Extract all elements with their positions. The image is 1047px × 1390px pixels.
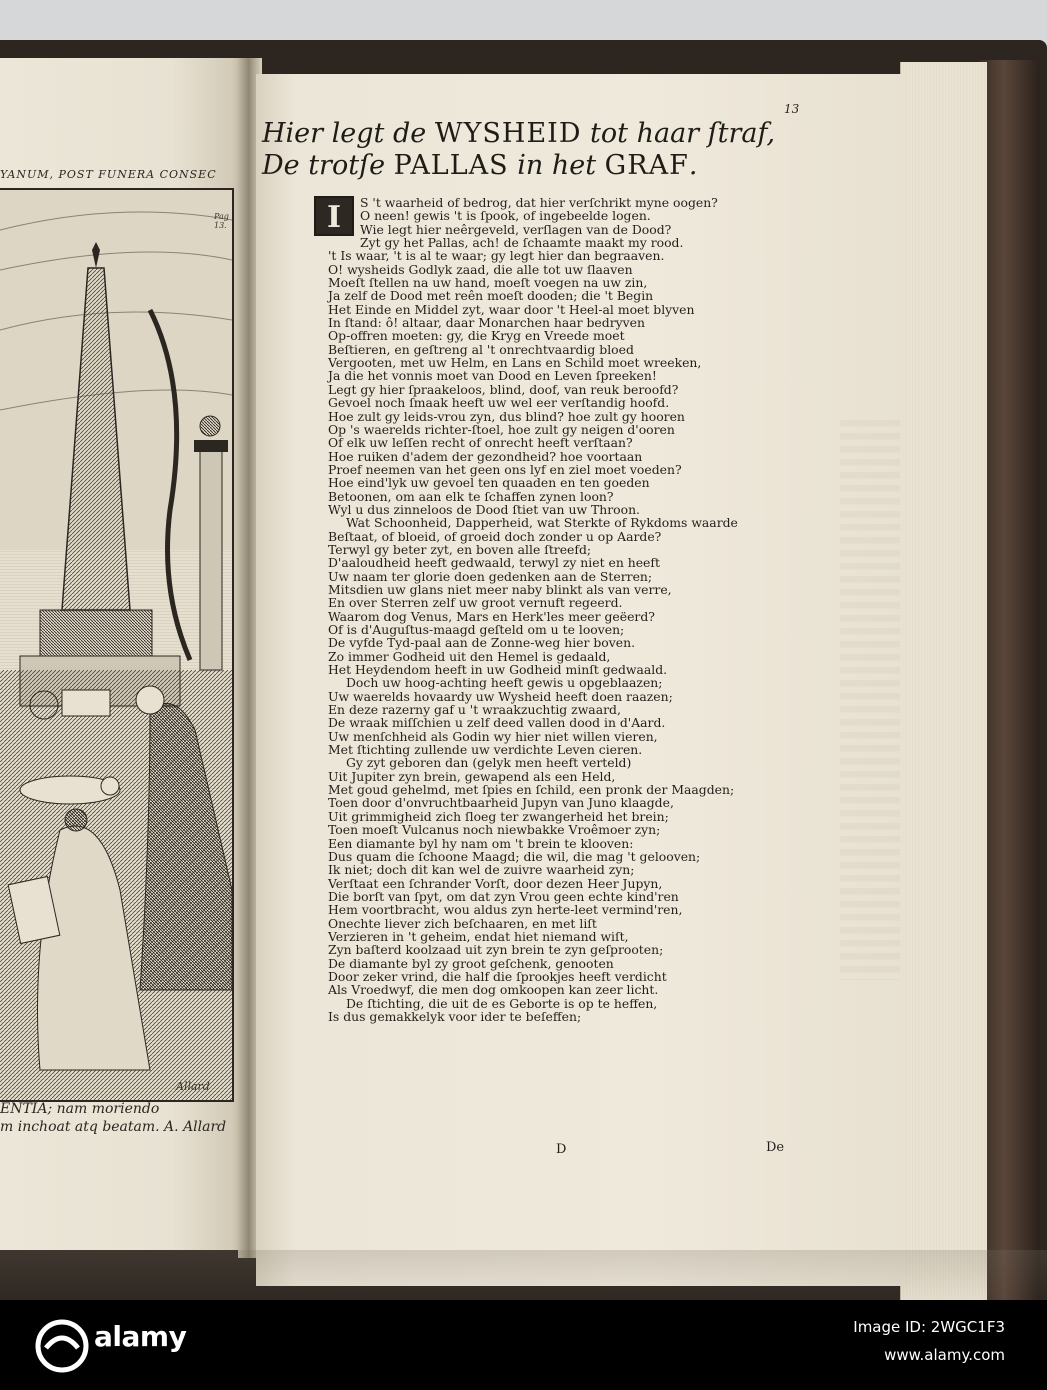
poem-line: Op 's waerelds richter-ſtoel, hoe zult gy neigen d'ooren bbox=[328, 421, 675, 437]
title-caps: PALLAS bbox=[393, 150, 509, 181]
poem-line: Verzieren in 't geheim, endat hiet niemand wiſt, bbox=[328, 928, 629, 944]
title-text: . bbox=[688, 150, 698, 181]
poem-line: Of elk uw leſſen recht of onrecht heeft verſtaan? bbox=[328, 435, 633, 451]
poem-line: Zyn baſterd koolzaad uit zyn brein te zyn geſprooten; bbox=[328, 942, 664, 958]
poem-line: Terwyl gy beter zyt, en boven alle ſtreefd; bbox=[328, 541, 592, 557]
title-caps: WYSHEID bbox=[434, 118, 582, 149]
poem-line: Zyt gy het Pallas, ach! de ſchaamte maakt my rood. bbox=[360, 235, 684, 251]
engraving-image bbox=[0, 188, 234, 1102]
poem-line: Wie legt hier neêrgeveld, verſlagen van de Dood? bbox=[360, 221, 672, 237]
poem-line: Als Vroedwyf, die men dog omkoopen kan zeer licht. bbox=[328, 982, 659, 998]
poem-line: Dus quam die ſchoone Maagd; die wil, die mag 't gelooven; bbox=[328, 848, 701, 864]
poem-line: Mitsdien uw glans niet meer naby blinkt als van verre, bbox=[328, 581, 672, 597]
title-caps: GRAF bbox=[604, 150, 689, 181]
catchword: De bbox=[766, 1140, 785, 1155]
poem-line: Beſtieren, en geſtreng al 't onrechtvaardig bloed bbox=[328, 341, 634, 357]
page-shadow bbox=[0, 1250, 1047, 1300]
poem-line: Toen moeſt Vulcanus noch niewbakke Vroêmoer zyn; bbox=[328, 822, 661, 838]
engraving-header: YANUM, POST FUNERA CONSEC bbox=[0, 168, 217, 181]
poem-line: Die borſt van ſpyt, om dat zyn Vrou geen echte kind'ren bbox=[328, 888, 679, 904]
drop-cap-initial: I bbox=[314, 196, 354, 236]
poem-line: En over Sterren zelf uw groot vernuft regeerd. bbox=[328, 595, 623, 611]
poem-line: Wat Schoonheid, Dapperheid, wat Sterkte of Rykdoms waarde bbox=[346, 515, 738, 531]
title-text: in het bbox=[508, 150, 605, 181]
poem-line: Uw waerelds hovaardy uw Wysheid heeft doen raazen; bbox=[328, 688, 673, 704]
poem-line: Met ſtichting zullende uw verdichte Leven cieren. bbox=[328, 742, 643, 758]
skeleton-figure bbox=[20, 776, 120, 804]
title-text: De trotſe bbox=[262, 150, 394, 181]
poem-line: Zo immer Godheid uit den Hemel is gedaald, bbox=[328, 648, 611, 664]
poem-line: Proef neemen van het geen ons lyf en ziel moet voeden? bbox=[328, 461, 682, 477]
site-url: www.alamy.com bbox=[884, 1346, 1005, 1364]
poem-line: Uw menſchheid als Godin wy hier niet willen vieren, bbox=[328, 728, 658, 744]
poem-line: Het Einde en Middel zyt, waar door 't Heel-al moet blyven bbox=[328, 301, 695, 317]
poem-line: Het Heydendom heeft in uw Godheid minſt gedwaald. bbox=[328, 662, 668, 678]
show-through-text bbox=[840, 420, 900, 980]
poem-line: De ſtichting, die uit de es Geborte is op te heffen, bbox=[346, 995, 658, 1011]
poem-line: Onechte liever zich beſchaaren, en met liſt bbox=[328, 915, 597, 931]
poem-line: Hoe zult gy leids-vrou zyn, dus blind? hoe zult gy hooren bbox=[328, 408, 685, 424]
poem-line: D'aaloudheid heeft gedwaald, terwyl zy niet en heeft bbox=[328, 555, 660, 571]
poem-line: Op-offren moeten: gy, die Kryg en Vreede moet bbox=[328, 328, 625, 344]
page-number: 13 bbox=[784, 102, 800, 116]
poem-line: Gy zyt geboren dan (gelyk men heeft verteld) bbox=[346, 755, 632, 771]
title-line-1 bbox=[262, 118, 775, 150]
poem-line: Of is d'Auguſtus-maagd geſteld om u te looven; bbox=[328, 622, 625, 637]
poem-line: Gevoel noch ſmaak heeft uw wel eer verſtandig hoofd. bbox=[328, 395, 670, 411]
engraving-artist-signature: Allard bbox=[176, 1080, 210, 1093]
page-fore-edge bbox=[900, 62, 987, 1300]
poem-line: O neen! gewis 't is ſpook, of ingebeelde logen. bbox=[360, 208, 651, 224]
engraving-illustration bbox=[0, 190, 232, 1100]
poem-line: 't Is waar, 't is al te waar; gy legt hier dan begraaven. bbox=[328, 248, 665, 264]
engraving-caption-line: m inchoat atq beatam. A. Allard bbox=[0, 1119, 227, 1135]
page-title bbox=[262, 118, 775, 182]
poem-line: Hoe eind'lyk uw gevoel ten quaaden en ten goeden bbox=[328, 475, 650, 491]
poem-line: De wraak miſſchien u zelf deed vallen dood in d'Aard. bbox=[328, 715, 666, 731]
poem-line: Hem voortbracht, wou aldus zyn herte-leet vermind'ren, bbox=[328, 902, 683, 918]
poem-line: Waarom dog Venus, Mars en Herk'les meer geëerd? bbox=[328, 608, 655, 624]
poem-line: S 't waarheid of bedrog, dat hier verſchrikt myne oogen? bbox=[360, 195, 718, 210]
poem-line: Toen door d'onvruchtbaarheid Jupyn van Juno klaagde, bbox=[328, 795, 674, 811]
poem-line: Beſtaat, of bloeid, of groeid doch zonder u op Aarde? bbox=[328, 528, 662, 544]
poem-line: De vyfde Tyd-paal aan de Zonne-weg hier boven. bbox=[328, 635, 636, 651]
poem-line: Betoonen, om aan elk te ſchaffen zynen loon? bbox=[328, 488, 614, 504]
poem-line: De diamante byl zy groot geſchenk, genooten bbox=[328, 955, 614, 971]
poem-line: Moeſt ſtellen na uw hand, moeſt voegen na uw zin, bbox=[328, 275, 648, 291]
poem-line: Legt gy hier ſpraakeloos, blind, doof, van reuk beroofd? bbox=[328, 381, 679, 397]
poem-line: Ik niet; doch dit kan wel de zuivre waarheid zyn; bbox=[328, 862, 635, 878]
poem-line: Vergooten, met uw Helm, en Lans en Schild moet wreeken, bbox=[328, 355, 702, 371]
poem-line: Ja die het vonnis moet van Dood en Leven ſpreeken! bbox=[328, 368, 657, 384]
engraving-page-mark: Pag 13. bbox=[214, 212, 229, 230]
poem-line: Door zeker vrind, die half die ſprookjes heeft verdicht bbox=[328, 968, 667, 984]
poem-line: Een diamante byl hy nam om 't brein te klooven: bbox=[328, 835, 634, 851]
book-spine-edge bbox=[980, 60, 1040, 1300]
poem-line: Is dus gemakkelyk voor ider te beſeffen; bbox=[328, 1008, 582, 1024]
title-line-2 bbox=[262, 150, 775, 182]
poem-line: Hoe ruiken d'adem der gezondheid? hoe voortaan bbox=[328, 448, 643, 464]
title-text: tot haar ſtraf, bbox=[581, 118, 776, 149]
poem-line: Ja zelf de Dood met reên moeſt dooden; die 't Begin bbox=[328, 288, 654, 304]
poem-line: Verſtaat een ſchrander Vorſt, door dezen Heer Jupyn, bbox=[328, 875, 663, 891]
engraving-caption bbox=[0, 1100, 236, 1136]
poem-line: Doch uw hoog-achting heeft gewis u opgeblaazen; bbox=[346, 675, 663, 691]
poem-line: In ſtand: ô! altaar, daar Monarchen haar bedryven bbox=[328, 315, 645, 331]
poem-line: Uit Jupiter zyn brein, gewapend als een Held, bbox=[328, 768, 616, 784]
signature-mark: D bbox=[556, 1142, 567, 1157]
title-text: Hier legt de bbox=[262, 118, 435, 149]
image-id: Image ID: 2WGC1F3 bbox=[853, 1318, 1005, 1336]
poem-line: Uw naam ter glorie doen gedenken aan de Sterren; bbox=[328, 568, 653, 584]
poem-line: O! wysheids Godlyk zaad, die alle tot uw ſlaaven bbox=[328, 261, 633, 277]
alamy-logo-icon bbox=[34, 1318, 90, 1374]
engraving-plate bbox=[0, 40, 236, 1135]
poem-line: Met goud gehelmd, met ſpies en ſchild, een pronk der Maagden; bbox=[328, 782, 735, 798]
poem-line: Wyl u dus zinneloos de Dood ſtiet van uw Throon. bbox=[328, 501, 640, 517]
poem-line: Uit grimmigheid zich ſloeg ter zwangerheid het brein; bbox=[328, 808, 669, 824]
poem-line: En deze razerny gaf u 't wraakzuchtig zwaard, bbox=[328, 702, 621, 718]
poem-text bbox=[328, 196, 798, 1023]
watermark-brand: alamy bbox=[94, 1320, 187, 1353]
engraving-caption-line: ENTIA; nam moriendo bbox=[0, 1101, 160, 1117]
